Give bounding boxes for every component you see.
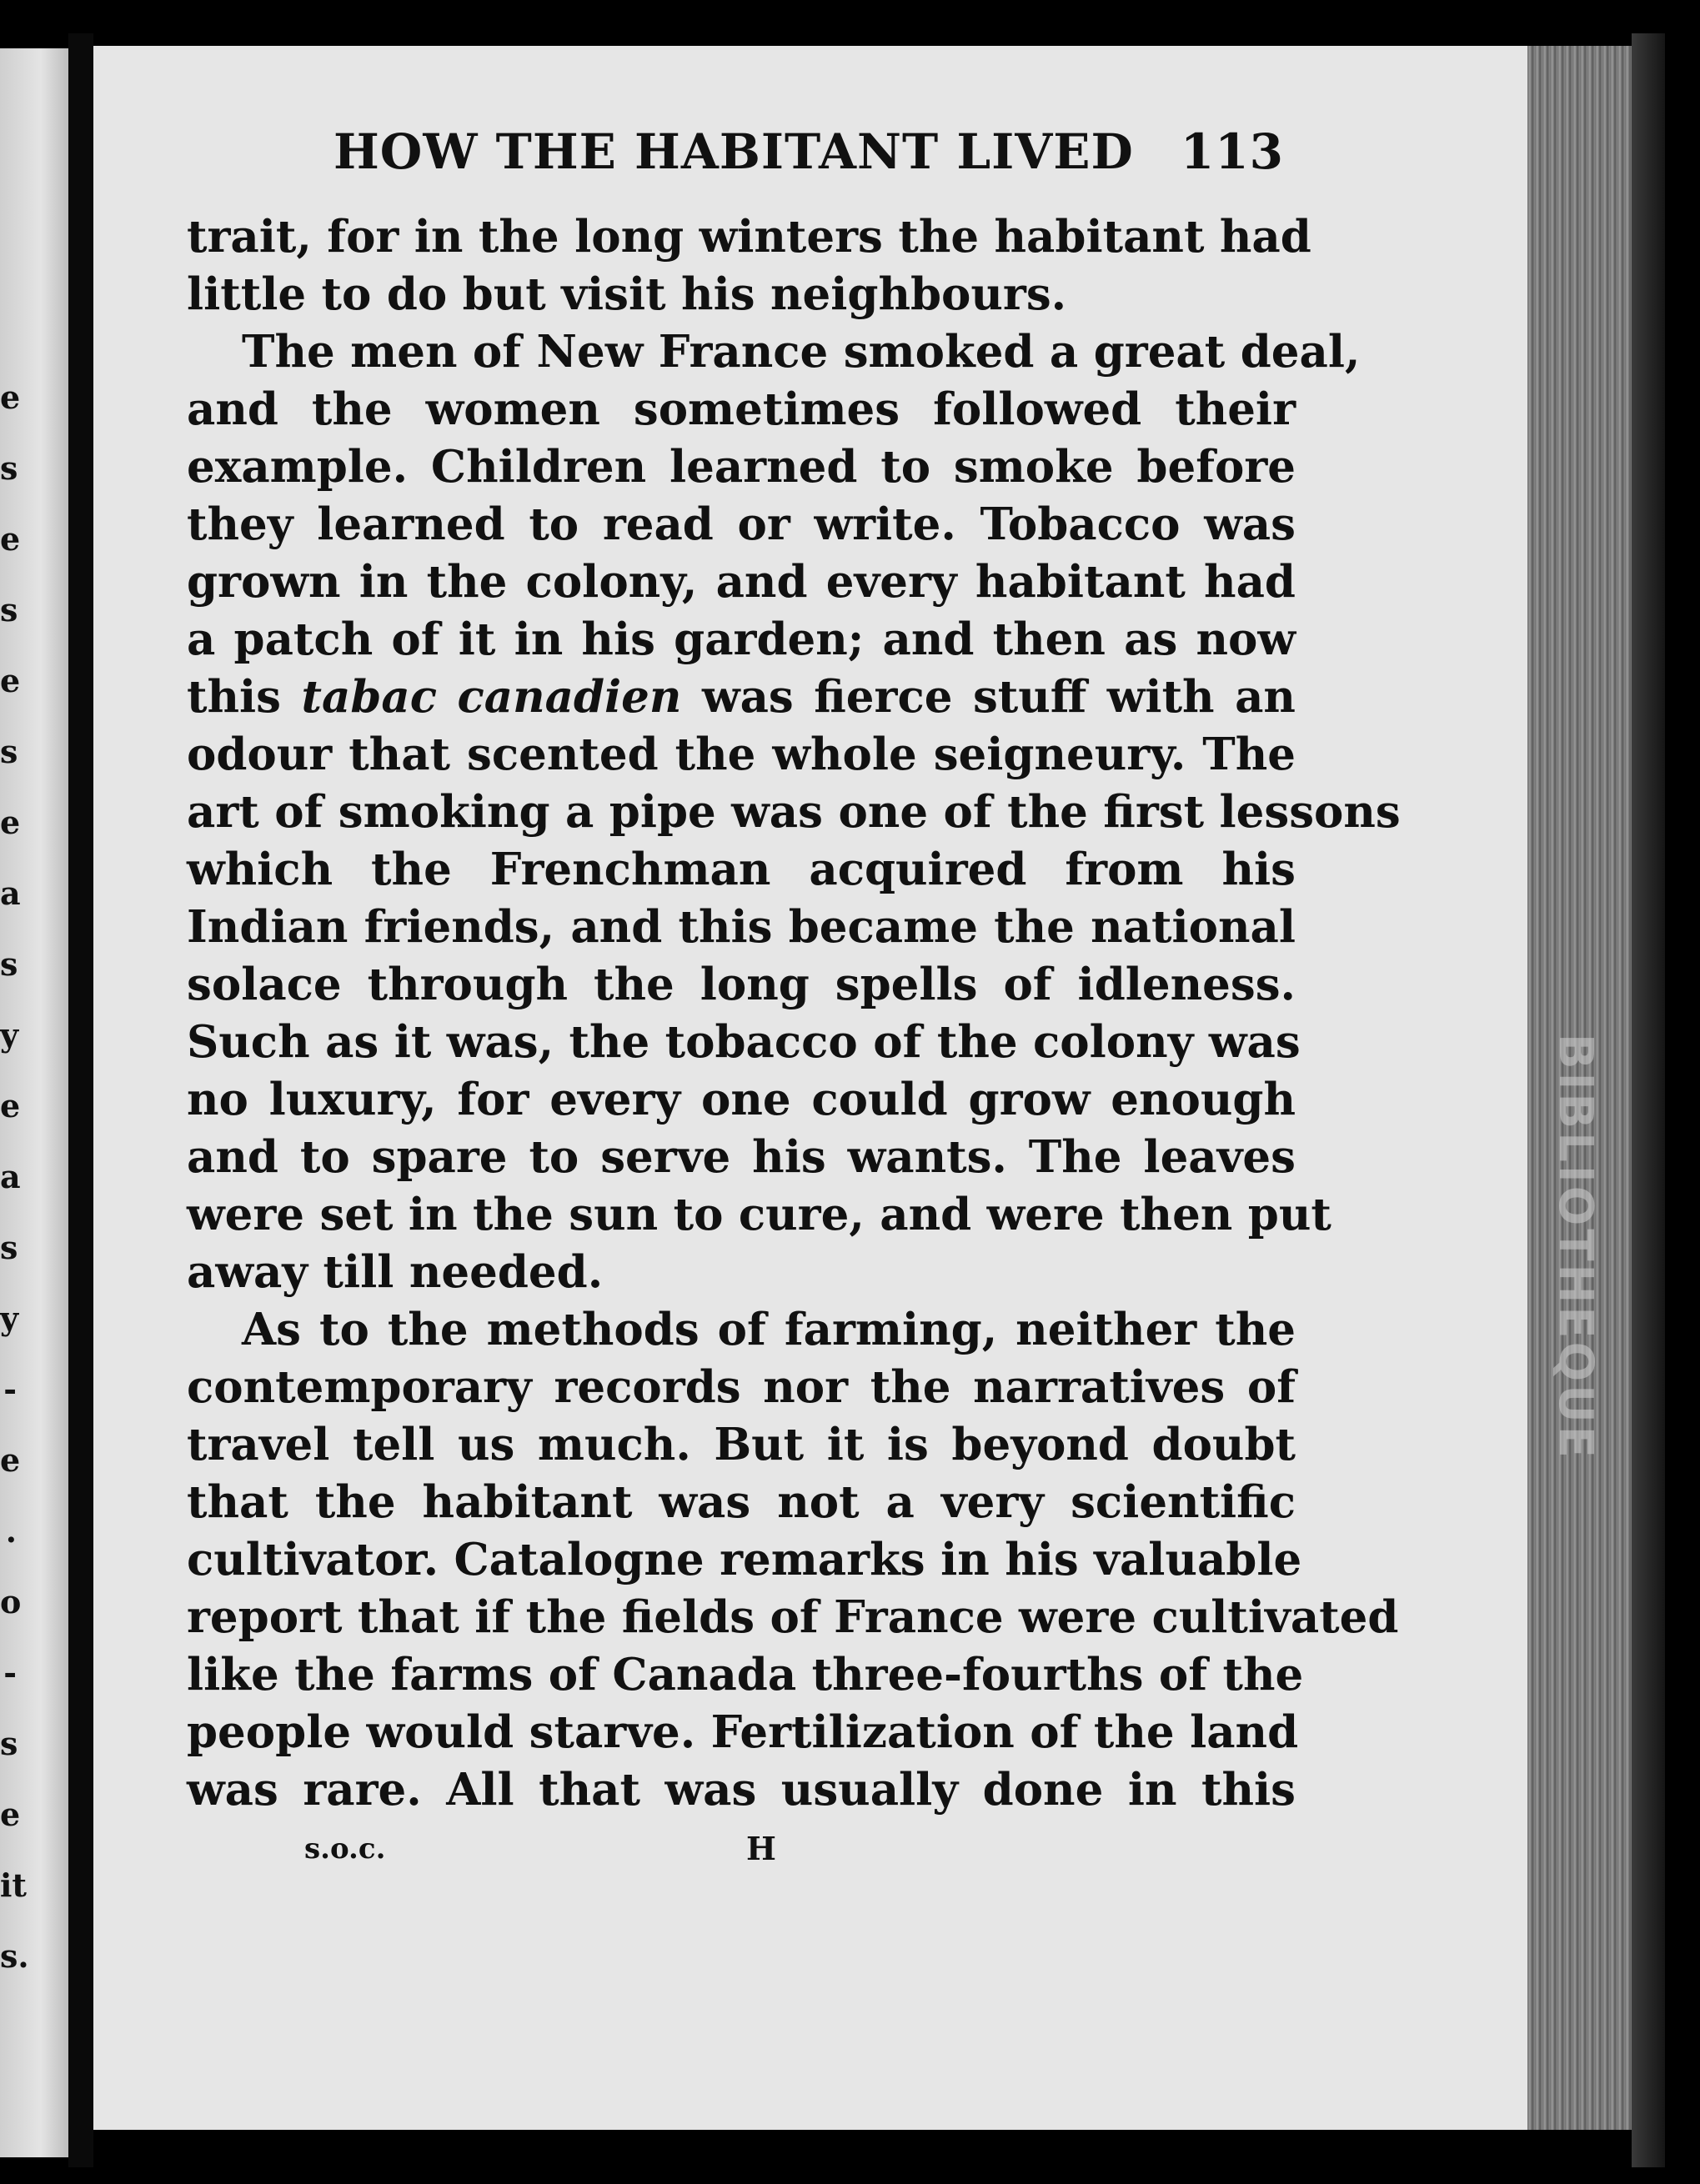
facing-page-fragment: s xyxy=(0,945,18,983)
facing-page-fragment: - xyxy=(3,1370,17,1408)
facing-page-fragment: s xyxy=(0,1725,18,1762)
facing-page-fragment: e xyxy=(0,520,21,558)
text-line-italic xyxy=(187,669,1296,726)
text-line: that the habitant was not a very scientific xyxy=(187,1476,1296,1528)
facing-page-fragment: s. xyxy=(0,1937,29,1975)
text-line: like the farms of Canada three-fourths of the xyxy=(187,1649,1304,1701)
facing-page-edge xyxy=(0,48,68,2157)
facing-page-fragment: o xyxy=(0,1583,22,1620)
body-text xyxy=(187,208,1401,1819)
facing-page-fragment: a xyxy=(0,874,21,912)
book-gutter xyxy=(68,33,93,2167)
library-stamp: BIBLIOTHEQUE xyxy=(1548,1034,1602,1461)
facing-page-fragment: y xyxy=(0,1016,19,1054)
facing-page-fragment: e xyxy=(0,1441,21,1479)
facing-page-fragment: s xyxy=(0,733,18,770)
facing-page-fragment: - xyxy=(3,1654,17,1691)
facing-page-fragment: s xyxy=(0,449,18,487)
text-line: people would starve. Fertilization of the land xyxy=(187,1706,1299,1758)
text-line: travel tell us much. But it is beyond doubt xyxy=(187,1419,1296,1470)
page-number: 113 xyxy=(1180,123,1284,180)
text-line: As to the methods of farming, neither the xyxy=(242,1304,1296,1355)
running-head xyxy=(333,123,1284,180)
text-fragment: was fierce stuff with an xyxy=(701,671,1296,723)
text-line: little to do but visit his neighbours. xyxy=(187,268,1067,320)
facing-page-fragment: e xyxy=(0,378,21,416)
text-line: report that if the fields of France were cultivated xyxy=(187,1591,1399,1643)
book-cover-edge xyxy=(1632,33,1665,2167)
text-line: solace through the long spells of idleness. xyxy=(187,959,1296,1010)
facing-page-fragment: a xyxy=(0,1158,21,1195)
facing-page-fragment: s xyxy=(0,591,18,629)
text-line: art of smoking a pipe was one of the first lessons xyxy=(187,786,1401,838)
running-title: HOW THE HABITANT LIVED xyxy=(333,123,1134,180)
text-fragment: this xyxy=(187,671,302,723)
signature-mark: s.o.c. xyxy=(304,1832,386,1866)
text-line: grown in the colony, and every habitant had xyxy=(187,556,1296,608)
text-line: odour that scented the whole seigneury. The xyxy=(187,729,1296,780)
facing-page-fragment: e xyxy=(0,1796,21,1833)
text-line: Indian friends, and this became the national xyxy=(187,901,1296,953)
facing-page-fragment: y xyxy=(0,1300,19,1337)
text-line: and to spare to serve his wants. The leaves xyxy=(187,1131,1296,1183)
italic-phrase: tabac canadien xyxy=(301,671,682,723)
text-line: were set in the sun to cure, and were then put xyxy=(187,1189,1331,1240)
facing-page-fragment: e xyxy=(0,662,21,699)
facing-page-fragment: s xyxy=(0,1229,18,1266)
facing-page-fragment: . xyxy=(5,1512,17,1550)
facing-page-fragment: e xyxy=(0,1087,21,1125)
text-line: trait, for in the long winters the habitant had xyxy=(187,211,1311,263)
facing-page-fragment: e xyxy=(0,804,21,841)
signature-letter: H xyxy=(746,1830,776,1867)
text-line: and the women sometimes followed their xyxy=(187,383,1296,435)
text-line: contemporary records nor the narratives of xyxy=(187,1361,1296,1413)
text-line: example. Children learned to smoke before xyxy=(187,441,1296,493)
facing-page-fragment: it xyxy=(0,1866,27,1904)
text-line: no luxury, for every one could grow enough xyxy=(187,1074,1296,1125)
text-line: The men of New France smoked a great deal, xyxy=(242,326,1361,378)
text-line: was rare. All that was usually done in this xyxy=(187,1764,1296,1816)
text-line: away till needed. xyxy=(187,1246,604,1298)
text-line: a patch of it in his garden; and then as now xyxy=(187,614,1296,665)
text-line: which the Frenchman acquired from his xyxy=(187,844,1296,895)
text-line: Such as it was, the tobacco of the colony was xyxy=(187,1016,1301,1068)
text-line: they learned to read or write. Tobacco was xyxy=(187,498,1296,550)
text-line: cultivator. Catalogne remarks in his valuable xyxy=(187,1534,1302,1585)
